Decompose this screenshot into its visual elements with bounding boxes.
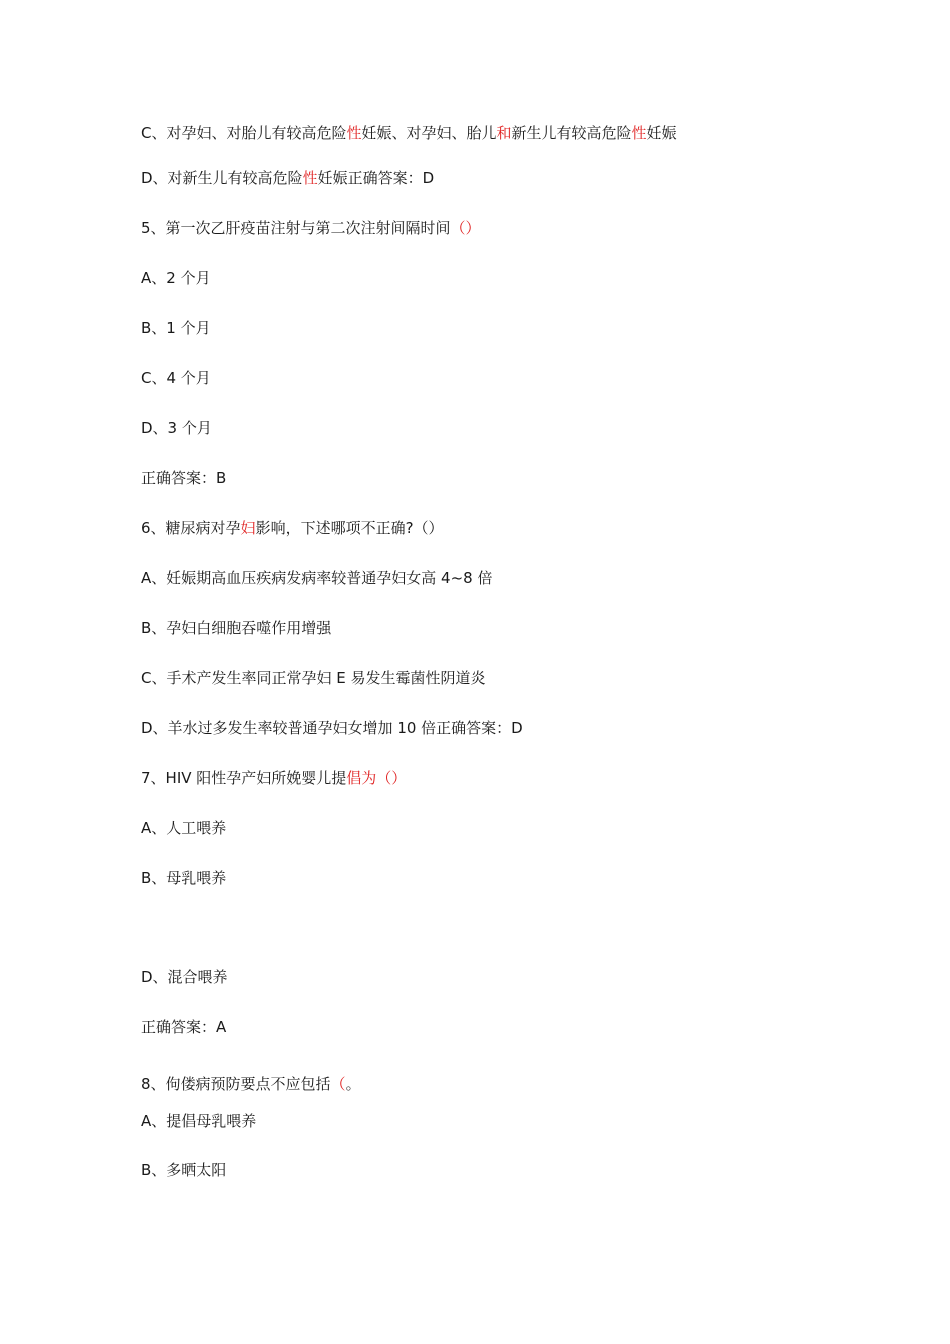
question-6: 6、糖尿病对孕妇影响，下述哪项不正确?（） [141,519,444,537]
option-a-q5: A、2 个月 [141,269,211,287]
question-7: 7、HIV 阳性孕产妇所娩婴儿提倡为（） [141,769,407,787]
option-d-q4-with-answer: D、对新生儿有较高危险性妊娠正确答案：D [141,169,435,187]
option-c-q5: C、4 个月 [141,369,211,387]
option-a-q6: A、妊娠期高血压疾病发病率较普通孕妇女高 4~8 倍 [141,569,493,587]
question-5: 5、第一次乙肝疫苗注射与第二次注射间隔时间（） [141,219,481,237]
option-b-q6: B、孕妇白细胞吞噬作用增强 [141,619,332,637]
option-c-q6: C、手术产发生率同正常孕妇 E 易发生霉菌性阴道炎 [141,669,486,687]
answer-q7: 正确答案：A [141,1018,227,1036]
option-d-q7: D、混合喂养 [141,968,228,986]
option-b-q7: B、母乳喂养 [141,869,227,887]
option-b-q5: B、1 个月 [141,319,211,337]
option-d-q5: D、3 个月 [141,419,212,437]
option-d-q6-with-answer: D、羊水过多发生率较普通孕妇女增加 10 倍正确答案：D [141,719,523,737]
option-c-q4: C、对孕妇、对胎儿有较高危险性妊娠、对孕妇、胎儿和新生儿有较高危险性妊娠 [141,124,677,142]
option-a-q8: A、提倡母乳喂养 [141,1112,257,1130]
answer-q5: 正确答案：B [141,469,227,487]
option-a-q7: A、人工喂养 [141,819,227,837]
question-8: 8、佝偻病预防要点不应包括（。 [141,1075,361,1093]
option-b-q8: B、多晒太阳 [141,1161,227,1179]
